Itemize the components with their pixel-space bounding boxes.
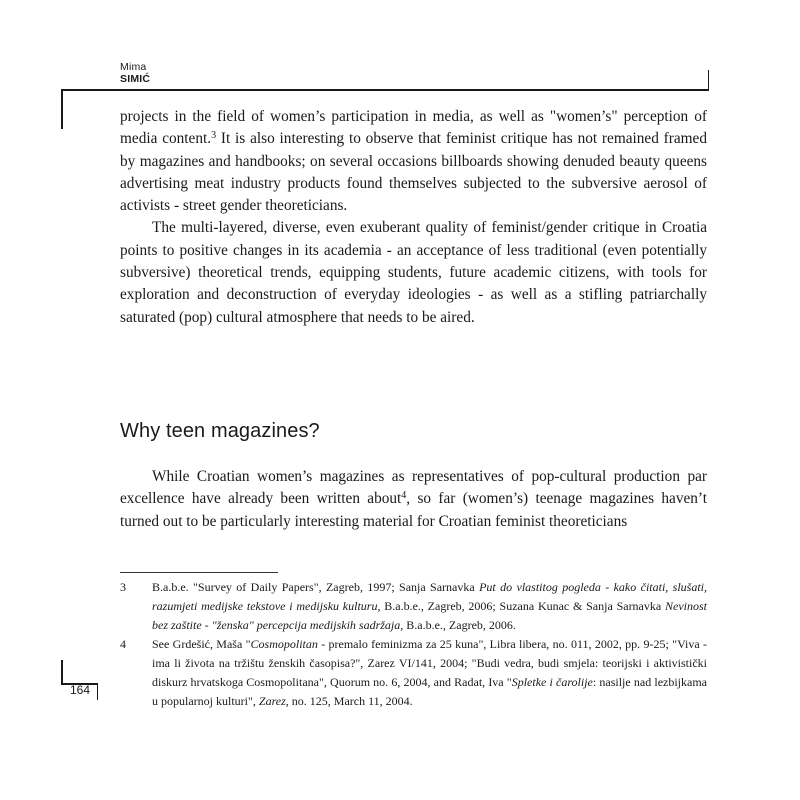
footnote-title-italic: Spletke i čarolije [511, 675, 593, 689]
footer-right-tick [97, 683, 99, 700]
paragraph-3-text-b: , so far (women’s) teenage magazines haven’t turned out to be particularly interesting material for Croatian feminist theoreticians [120, 490, 707, 530]
footnote-text: , B.a.b.e., Zagreb, 2006. [400, 618, 516, 632]
footnote-text: : nasilje nad lezbijkama u popularnoj kulturi", [152, 675, 708, 708]
footnote-text: B.a.b.e. "Survey of Daily Papers", Zagreb, 1997; Sanja Sarnavka [152, 580, 480, 594]
paragraph-2: The multi-layered, diverse, even exuberant quality of feminist/gender critique in Croatia points to positive changes in its academia - an acceptance of less traditional (even potentially subversive) theoretical trends, equipping students, future academic citizens, with tools for exploration and deconstruction of everyday ideologies - as well as a stifling patriarchally saturated (pop) cultural atmosphere that needs to be aired. [120, 219, 707, 326]
footnote-title-italic: Put do vlastitog pogleda - kako čitati, slušati, razumjeti medijske tekstove i medijsku kulturu [152, 580, 707, 613]
footnote-number: 4 [120, 637, 126, 651]
footnote-4 [120, 635, 707, 711]
footnote-text: , no. 125, March 11, 2004. [285, 694, 413, 708]
footnote-3 [120, 578, 707, 635]
paragraph-3-text-a: While Croatian women’s magazines as representatives of pop-cultural production par excellence have already been written about [120, 468, 707, 508]
section-heading: Why teen magazines? [120, 420, 320, 442]
footnote-text: See Grdešić, Maša " [152, 637, 251, 651]
footnotes [120, 578, 707, 711]
paragraph-1 [120, 106, 707, 217]
header-right-tick [708, 70, 710, 90]
author-surname: SIMIĆ [120, 73, 151, 85]
page-number: 164 [70, 683, 91, 697]
footnote-number: 3 [120, 580, 126, 594]
paragraph-3 [120, 466, 707, 533]
author-first-name: Mima [120, 61, 147, 73]
footer-left-tick [61, 660, 63, 684]
body-text-bottom [120, 466, 707, 533]
footnote-title-italic: Nevinost bez zaštite - "ženska" percepcija medijskih sadržaja [152, 599, 707, 632]
footnote-title-italic: Cosmopolitan [250, 637, 318, 651]
footnote-ref-3: 3 [211, 130, 217, 142]
body-text-top [120, 106, 707, 329]
footnote-separator [120, 572, 278, 573]
footnote-text: - premalo feminizma za 25 kuna", Libra libera, no. 011, 2002, pp. 9-25; "Viva - ima li života na tržištu ženskih časopisa?", Zarez VI/141, 2004; "Budi vedra, budi smjela: teorijski i aktivistički diskurz hrvatskoga Cosmopolitana", Quorum no. 6, 2004, and Radat, Iva " [152, 637, 707, 689]
footnote-ref-4: 4 [401, 490, 407, 502]
footnote-text: , B.a.b.e., Zagreb, 2006; Suzana Kunac & Sanja Sarnavka [377, 599, 665, 613]
paragraph-1-text-b: It is also interesting to observe that feminist critique has not remained framed by magazines and handbooks; on several occasions billboards showing denuded beauty queens advertising meat industry products found themselves subjected to the subversive aerosol of activists - street gender theoreticians. [120, 130, 707, 215]
paragraph-1-text-a: projects in the field of women’s participation in media, as well as "women’s" perception of media content. [120, 108, 707, 148]
header-left-tick [61, 89, 63, 129]
header-rule [61, 89, 709, 91]
footnote-title-italic: Zarez [258, 694, 286, 708]
running-header-author [120, 61, 150, 85]
